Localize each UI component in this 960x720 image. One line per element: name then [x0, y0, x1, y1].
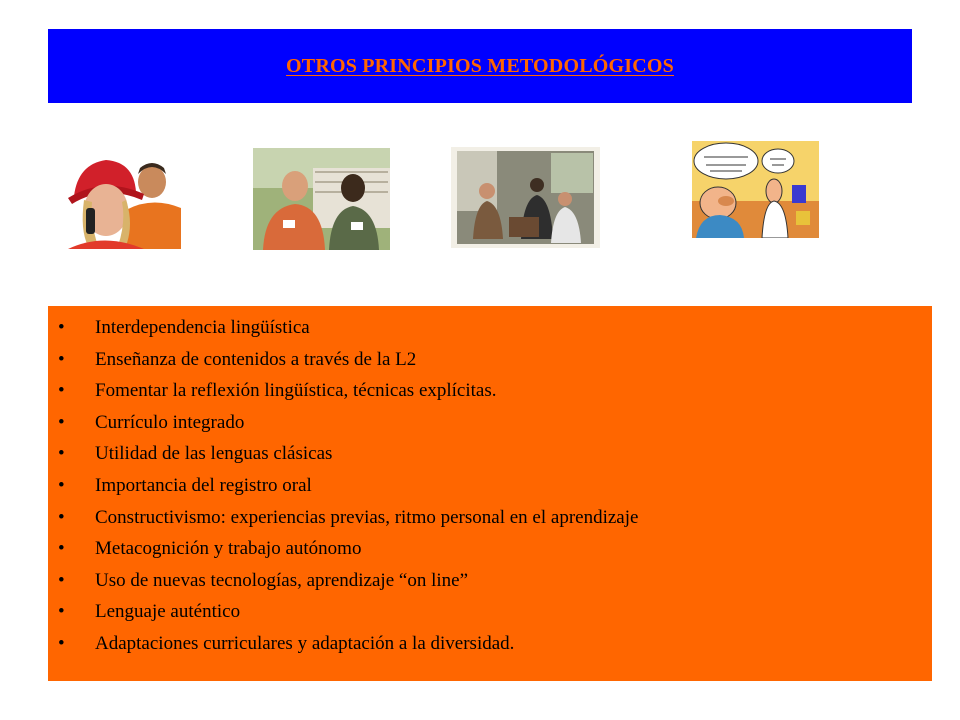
principle-text: Currículo integrado [95, 411, 245, 433]
principle-text: Utilidad de las lenguas clásicas [95, 443, 333, 465]
bullet-icon: • [58, 601, 65, 623]
bullet-icon: • [58, 411, 65, 433]
bullet-icon: • [58, 506, 65, 528]
principle-text: Lenguaje auténtico [95, 601, 241, 623]
bullet-icon: • [58, 380, 65, 402]
bullet-icon: • [58, 538, 65, 560]
principles-panel [48, 306, 932, 681]
principle-text: Enseñanza de contenidos a través de la L2 [95, 348, 417, 370]
principle-text: Fomentar la reflexión lingüística, técnicas explícitas. [95, 380, 497, 402]
principle-text: Constructivismo: experiencias previas, ritmo personal en el aprendizaje [95, 506, 639, 528]
title-banner [48, 29, 912, 103]
bullet-icon: • [58, 348, 65, 370]
slide-title: OTROS PRINCIPIOS METODOLÓGICOS [286, 54, 674, 77]
principle-text: Metacognición y trabajo autónomo [95, 538, 362, 560]
principle-text: Importancia del registro oral [95, 474, 312, 496]
cartoon-comic [692, 141, 819, 238]
bullet-icon: • [58, 474, 65, 496]
bullet-icon: • [58, 317, 65, 338]
principle-text: Uso de nuevas tecnologías, aprendizaje “on line” [95, 569, 468, 591]
principle-text: Interdependencia lingüística [95, 317, 310, 338]
principle-text: Adaptaciones curriculares y adaptación a la diversidad. [95, 632, 515, 654]
photo-phone-call [64, 150, 181, 249]
bullet-icon: • [58, 632, 65, 654]
photo-group-meeting [451, 147, 600, 248]
bullet-icon: • [58, 443, 65, 465]
bullet-icon: • [58, 569, 65, 591]
photo-two-men-talking [253, 148, 390, 250]
